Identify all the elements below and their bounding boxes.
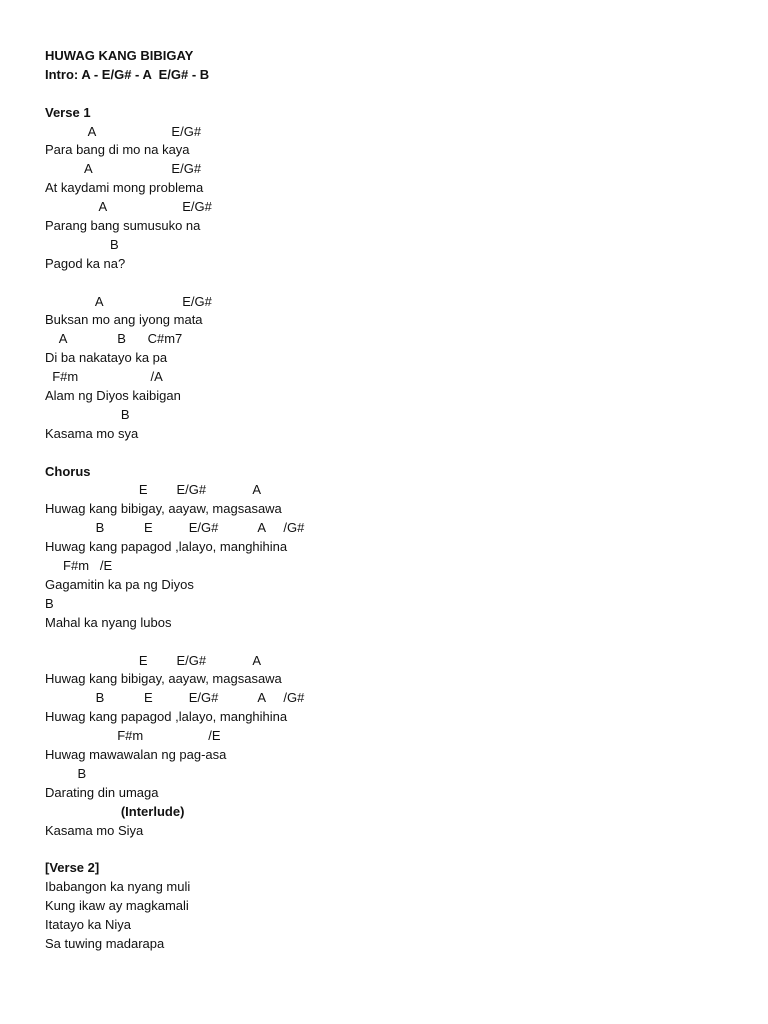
chord-line: B E E/G# A /G#	[45, 520, 305, 536]
chord-line: B	[45, 236, 119, 252]
lyric-line: Huwag kang papagod ,lalayo, manghihina	[45, 709, 288, 725]
lyric-line: Di ba nakatayo ka pa	[45, 350, 168, 366]
lyric-line: Kasama mo Siya	[45, 822, 144, 838]
lyric-line: Huwag kang bibigay, aayaw, magsasawa	[45, 671, 282, 687]
lyric-line: Buksan mo ang iyong mata	[45, 312, 203, 328]
chord-line: B	[45, 406, 130, 422]
chord-line: B	[45, 595, 54, 611]
chord-line: A E/G#	[45, 161, 202, 177]
chord-line: F#m /A	[45, 369, 163, 385]
lyric-line: Parang bang sumusuko na	[45, 218, 201, 234]
blank-line	[45, 840, 745, 859]
lyric-line: Para bang di mo na kaya	[45, 142, 190, 158]
lyric-line: Sa tuwing madarapa	[45, 935, 165, 951]
interlude-note: (Interlude)	[45, 803, 185, 819]
lyric-line: Huwag kang papagod ,lalayo, manghihina	[45, 539, 288, 555]
chord-line: A E/G#	[45, 199, 212, 215]
chord-line: A B C#m7	[45, 331, 183, 347]
lyric-line: Kung ikaw ay magkamali	[45, 898, 189, 914]
lyric-line: Kasama mo sya	[45, 425, 139, 441]
lyric-line: Mahal ka nyang lubos	[45, 614, 172, 630]
chord-line: E E/G# A	[45, 652, 262, 668]
lyric-line: Ibabangon ka nyang muli	[45, 879, 191, 895]
chord-line: B	[45, 765, 87, 781]
lyric-line: Huwag mawawalan ng pag-asa	[45, 746, 227, 762]
chord-line: F#m /E	[45, 558, 113, 574]
lyric-line: At kaydami mong problema	[45, 180, 204, 196]
lyric-line: Huwag kang bibigay, aayaw, magsasawa	[45, 501, 282, 517]
chord-line: B E E/G# A /G#	[45, 690, 305, 706]
lyric-line: Pagod ka na?	[45, 255, 126, 271]
chord-line: F#m /E	[45, 728, 221, 744]
song-title: HUWAG KANG BIBIGAY	[45, 48, 194, 63]
chord-sheet	[45, 47, 745, 954]
section-heading: Verse 1	[45, 104, 91, 120]
chord-line: A E/G#	[45, 293, 212, 309]
chord-line: E E/G# A	[45, 482, 262, 498]
lyric-line: Gagamitin ka pa ng Diyos	[45, 576, 194, 592]
blank-line	[45, 274, 745, 293]
section-heading: Chorus	[45, 463, 91, 479]
blank-line	[45, 444, 745, 463]
chord-line: A E/G#	[45, 123, 202, 139]
blank-line	[45, 633, 745, 652]
lyric-line: Alam ng Diyos kaibigan	[45, 388, 181, 404]
lyric-line: Itatayo ka Niya	[45, 916, 131, 932]
intro-chords: Intro: A - E/G# - A E/G# - B	[45, 66, 210, 82]
lyric-line: Darating din umaga	[45, 784, 159, 800]
blank-line	[45, 85, 745, 104]
section-heading: [Verse 2]	[45, 860, 100, 876]
